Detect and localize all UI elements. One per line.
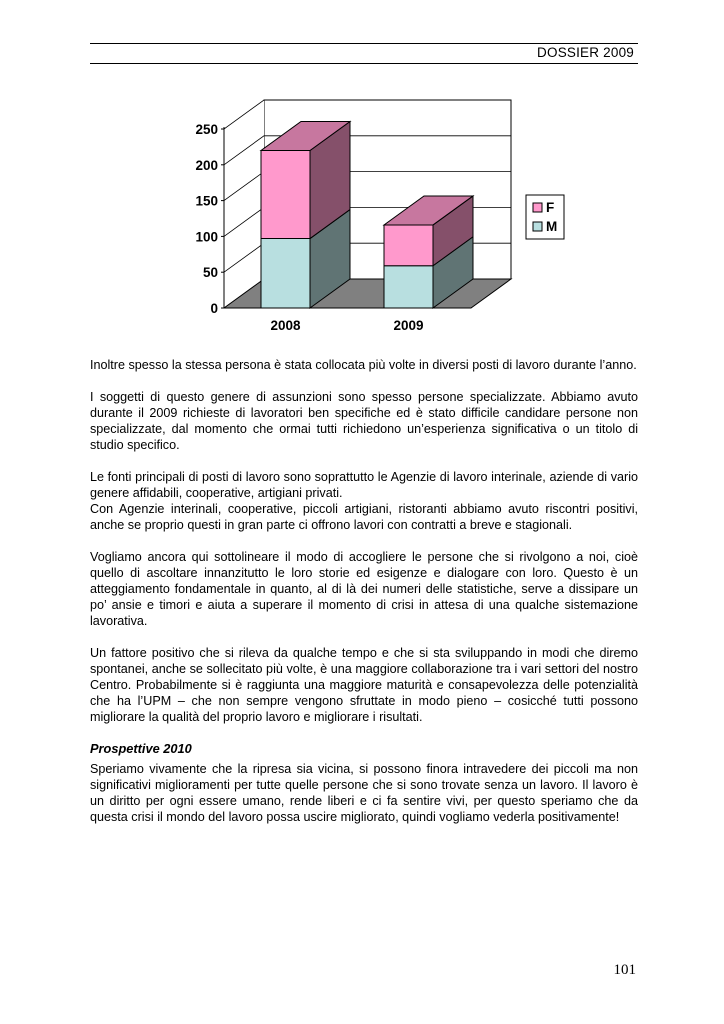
legend-label-M: M — [546, 219, 558, 234]
chart-y-tick-label: 50 — [202, 265, 218, 281]
legend-label-F: F — [546, 200, 555, 215]
chart-y-tick-label: 100 — [195, 229, 218, 245]
paragraph-6: Un fattore positivo che si rileva da qualche tempo e che si sta sviluppando in modi che diremo spontanei, anche se sollecitato più volte, è una maggiore collaborazione tra i vari settori del nostro Centro. Probabilmente si è raggiunta una maggiore maturità e consapevolezza delle potenzialità che ha l’UPM – che non sempre vengono sfruttate in modo pieno – cosicché tutti possono migliorare la qualità del proprio lavoro e migliorare i risultati. — [90, 646, 638, 724]
chart-y-tick-label: 0 — [210, 301, 218, 316]
page-header-title: DOSSIER 2009 — [537, 45, 634, 60]
section-title: Prospettive 2010 — [90, 741, 192, 756]
bar-front — [261, 239, 310, 308]
paragraph-4: Con Agenzie interinali, cooperative, piccoli artigiani, ristoranti abbiamo avuto riscontri positivi, anche se proprio questi in gran parte ci offrono lavori con contratti a breve e stagionali. — [90, 502, 638, 532]
chart-y-tick-label: 250 — [195, 122, 218, 137]
paragraph-1: Inoltre spesso la stessa persona è stata collocata più volte in diversi posti di lavoro durante l’anno. — [90, 358, 637, 372]
paragraph-2: I soggetti di questo genere di assunzioni sono spesso persone specializzate. Abbiamo avuto durante il 2009 richieste di lavoratori ben specifiche ed è stato difficile candidare persone non specializzate, dal momento che ormai tutti richiedono un’esperienza significativa o un titolo di studio specifico. — [90, 390, 638, 452]
body-text — [90, 357, 638, 841]
chart-legend — [526, 195, 564, 239]
bar-front — [261, 150, 310, 238]
legend-swatch-M — [533, 222, 542, 231]
legend-box — [526, 195, 564, 239]
chart-x-tick-label: 2009 — [393, 318, 424, 333]
chart-y-tick-label: 150 — [195, 193, 218, 209]
paragraph-3: Le fonti principali di posti di lavoro sono soprattutto le Agenzie di lavoro interinale, aziende di vario genere affidabili, cooperative, artigiani privati. — [90, 470, 638, 500]
section-paragraph: Speriamo vivamente che la ripresa sia vicina, si possono finora intravedere dei piccoli ma non significativi miglioramenti per tutte quelle persone che si sono trovate senza un lavoro. Il lavoro è un diritto per ogni essere umano, rende liberi e ci fa sentire vivi, per questo speriamo che da questa crisi il mondo del lavoro possa uscire migliorato, quindi vogliamo vederla positivamente! — [90, 762, 638, 824]
paragraph-5: Vogliamo ancora qui sottolineare il modo di accogliere le persone che si rivolgono a noi, cioè quello di ascoltare innanzitutto le loro storie ed esigenze e dialogare con loro. Questo è un atteggiamento fondamentale in quanto, al di là dei numeri delle statistiche, serve a dissipare un po’ ansie e timori e aiuta a superare il momento di crisi in attesa di una qualche sistemazione lavorativa. — [90, 550, 638, 628]
chart-x-tick-label: 2008 — [270, 318, 301, 333]
bar-front — [384, 225, 433, 266]
page-number: 101 — [613, 962, 636, 978]
stacked-bar-chart-3d — [0, 0, 724, 345]
bar-front — [384, 266, 433, 308]
chart-y-tick-label: 200 — [195, 157, 218, 173]
legend-swatch-F — [533, 203, 542, 212]
chart-side-wall — [224, 100, 264, 308]
